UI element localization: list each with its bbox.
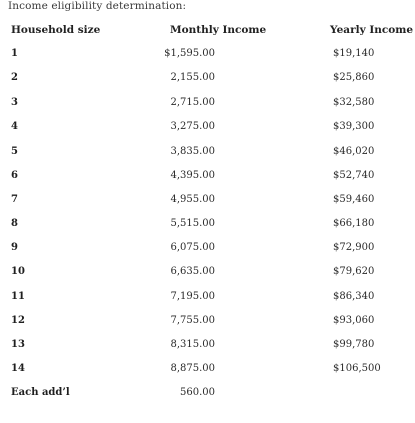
monthly-income-cell: 8,875.00: [170, 363, 215, 374]
table-row: [0, 170, 415, 184]
monthly-income-cell: 7,195.00: [170, 291, 215, 302]
household-size-cell: 9: [11, 242, 18, 253]
table-row-additional: [0, 387, 415, 401]
household-size-cell: 3: [11, 97, 18, 108]
table-row: [0, 339, 415, 353]
additional-member-label: Each add’l: [11, 387, 70, 398]
yearly-income-cell: $99,780: [333, 339, 375, 350]
table-row: [0, 72, 415, 86]
table-row: [0, 48, 415, 62]
monthly-income-cell: 4,395.00: [170, 170, 215, 181]
household-size-cell: 4: [11, 121, 18, 132]
table-caption: Income eligibility determination:: [8, 0, 187, 12]
yearly-income-cell: $39,300: [333, 121, 375, 132]
monthly-income-cell: 8,315.00: [170, 339, 215, 350]
yearly-income-cell: $32,580: [333, 97, 375, 108]
household-size-cell: 7: [11, 194, 18, 205]
household-size-cell: 1: [11, 48, 18, 59]
yearly-income-cell: $19,140: [333, 48, 375, 59]
monthly-income-cell: 6,075.00: [170, 242, 215, 253]
table-row: [0, 194, 415, 208]
monthly-income-cell: 6,635.00: [170, 266, 215, 277]
yearly-income-cell: $86,340: [333, 291, 375, 302]
yearly-income-cell: $66,180: [333, 218, 375, 229]
table-row: [0, 363, 415, 377]
table-row: [0, 121, 415, 135]
yearly-income-cell: $52,740: [333, 170, 375, 181]
monthly-income-cell: 560.00: [180, 387, 215, 398]
table-row: [0, 266, 415, 280]
monthly-income-cell: 2,715.00: [170, 97, 215, 108]
monthly-income-cell: $1,595.00: [164, 48, 215, 59]
monthly-income-cell: 4,955.00: [170, 194, 215, 205]
yearly-income-cell: $106,500: [333, 363, 381, 374]
yearly-income-cell: $25,860: [333, 72, 375, 83]
monthly-income-cell: 7,755.00: [170, 315, 215, 326]
header-monthly-income: Monthly Income: [170, 24, 267, 36]
header-household-size: Household size: [11, 24, 101, 36]
household-size-cell: 8: [11, 218, 18, 229]
yearly-income-cell: $59,460: [333, 194, 375, 205]
household-size-cell: 5: [11, 146, 18, 157]
monthly-income-cell: 3,275.00: [170, 121, 215, 132]
table-row: [0, 242, 415, 256]
table-row: [0, 97, 415, 111]
household-size-cell: 6: [11, 170, 18, 181]
household-size-cell: 2: [11, 72, 18, 83]
yearly-income-cell: $72,900: [333, 242, 375, 253]
monthly-income-cell: 2,155.00: [170, 72, 215, 83]
household-size-cell: 11: [11, 291, 25, 302]
household-size-cell: 12: [11, 315, 25, 326]
household-size-cell: 13: [11, 339, 25, 350]
table-row: [0, 315, 415, 329]
header-yearly-income: Yearly Income: [330, 24, 414, 36]
table-row: [0, 146, 415, 160]
monthly-income-cell: 5,515.00: [170, 218, 215, 229]
yearly-income-cell: $93,060: [333, 315, 375, 326]
table-row: [0, 291, 415, 305]
yearly-income-cell: $46,020: [333, 146, 375, 157]
household-size-cell: 10: [11, 266, 25, 277]
household-size-cell: 14: [11, 363, 25, 374]
yearly-income-cell: $79,620: [333, 266, 375, 277]
monthly-income-cell: 3,835.00: [170, 146, 215, 157]
table-row: [0, 218, 415, 232]
